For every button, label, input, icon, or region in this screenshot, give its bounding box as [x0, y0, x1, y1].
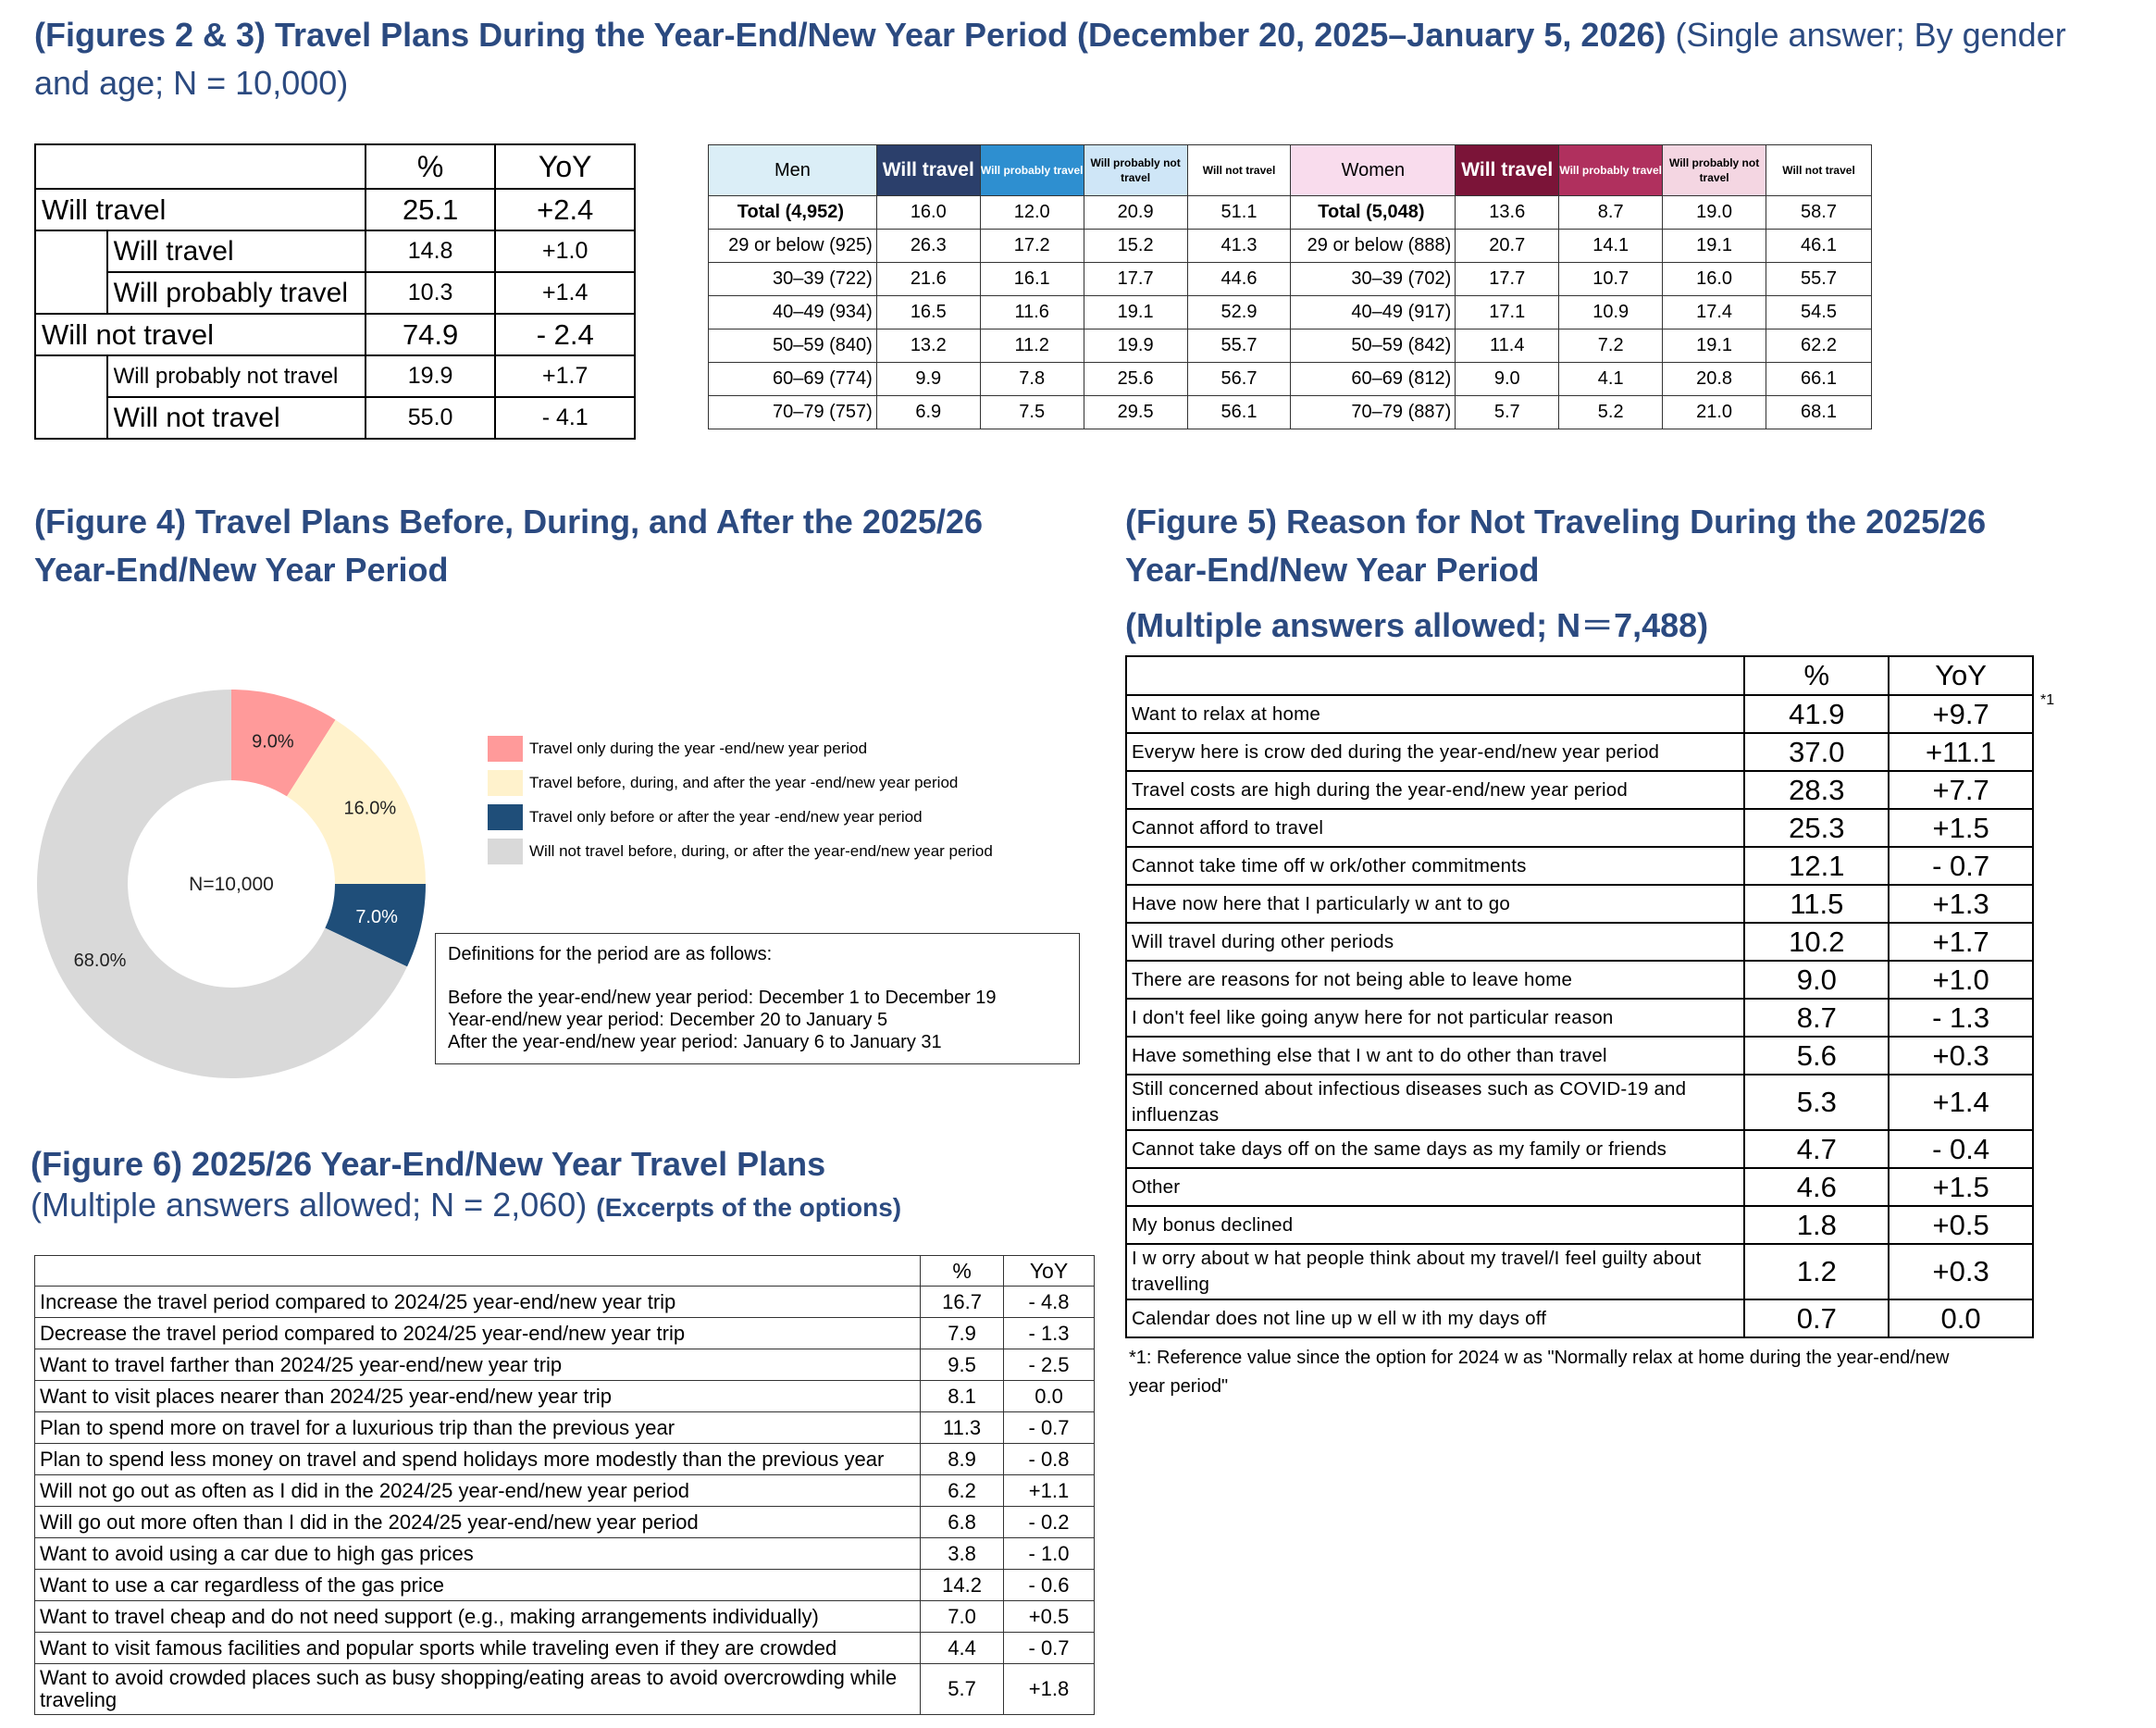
fig3-women-col-probably-travel: Will probably travel — [1559, 145, 1663, 196]
fig5-row-yoy: +1.3 — [1889, 885, 2033, 923]
fig2-row-yoy: +1.4 — [495, 272, 635, 314]
fig3-cell: 19.1 — [1663, 329, 1766, 363]
fig23-title-bold: (Figures 2 & 3) Travel Plans During the Year-End/New Year Period (December 20, 2025–January 5, 2026) — [34, 16, 1667, 54]
table-row — [35, 1538, 1095, 1570]
legend-swatch — [488, 804, 523, 830]
fig3-cell: 51.1 — [1187, 196, 1291, 230]
table-row — [35, 1507, 1095, 1538]
donut-center-label: N=10,000 — [189, 874, 274, 895]
fig6-row-label: Want to travel cheap and do not need support (e.g., making arrangements individually) — [35, 1601, 921, 1633]
fig3-cell: 13.6 — [1456, 196, 1559, 230]
fig3-cell: 9.9 — [876, 363, 980, 396]
fig3-women-row-label: 40–49 (917) — [1291, 296, 1456, 329]
fig5-row-yoy: 0.0 — [1889, 1299, 2033, 1337]
fig5-row-label: My bonus declined — [1126, 1206, 1744, 1244]
fig3-cell: 6.9 — [876, 396, 980, 429]
fig6-row-yoy: - 0.8 — [1004, 1444, 1095, 1475]
fig3-cell: 17.7 — [1084, 263, 1187, 296]
fig23-title — [34, 11, 2144, 107]
fig3-cell: 10.9 — [1559, 296, 1663, 329]
fig5-row-pct: 37.0 — [1744, 733, 1889, 771]
table-row — [35, 230, 635, 272]
table-row — [35, 1318, 1095, 1349]
fig3-men-row-label: 40–49 (934) — [709, 296, 877, 329]
fig6-title-normal: (Multiple answers allowed; N = 2,060) — [31, 1186, 588, 1224]
fig3-cell: 19.9 — [1084, 329, 1187, 363]
fig6-row-pct: 7.0 — [921, 1601, 1004, 1633]
fig5-row-yoy: - 0.4 — [1889, 1130, 2033, 1168]
fig5-footnote: *1: Reference value since the option for 2024 w as "Normally relax at home during the year-end/new year period" — [1129, 1348, 1950, 1397]
fig3-men-row-label: 70–79 (757) — [709, 396, 877, 429]
table-row — [709, 263, 1872, 296]
legend-label: Travel only before or after the year -end/new year period — [529, 808, 923, 826]
fig3-men-col-will-travel: Will travel — [876, 145, 980, 196]
fig2-row-pct: 10.3 — [366, 272, 496, 314]
fig3-women-row-label: 60–69 (812) — [1291, 363, 1456, 396]
table-row — [35, 355, 635, 397]
fig3-cell: 44.6 — [1187, 263, 1291, 296]
fig3-men-row-label: Total (4,952) — [709, 196, 877, 230]
fig6-row-pct: 14.2 — [921, 1570, 1004, 1601]
fig6-row-pct: 11.3 — [921, 1412, 1004, 1444]
fig3-men-header: Men — [709, 145, 877, 196]
fig5-row-yoy: +0.3 — [1889, 1037, 2033, 1075]
table-row — [1126, 695, 2033, 733]
fig5-row-pct: 4.7 — [1744, 1130, 1889, 1168]
fig3-cell: 66.1 — [1766, 363, 1872, 396]
fig6-row-label: Plan to spend less money on travel and spend holidays more modestly than the previous year — [35, 1444, 921, 1475]
fig5-row-label: Have now here that I particularly w ant to go — [1126, 885, 1744, 923]
fig3-cell: 5.7 — [1456, 396, 1559, 429]
fig6-row-label: Want to avoid crowded places such as busy shopping/eating areas to avoid overcrowding while traveling — [35, 1664, 921, 1715]
table-row — [1126, 1037, 2033, 1075]
fig6-row-pct: 8.1 — [921, 1381, 1004, 1412]
fig3-men-col-not-travel: Will not travel — [1187, 145, 1291, 196]
fig5-row-pct: 10.2 — [1744, 923, 1889, 961]
fig6-row-pct: 5.7 — [921, 1664, 1004, 1715]
fig3-men-row-label: 29 or below (925) — [709, 230, 877, 263]
fig3-cell: 17.7 — [1456, 263, 1559, 296]
fig3-cell: 16.5 — [876, 296, 980, 329]
table-row — [1126, 771, 2033, 809]
fig5-row-pct: 4.6 — [1744, 1168, 1889, 1206]
legend-swatch — [488, 736, 523, 762]
definition-line: After the year-end/new year period: January 6 to January 31 — [448, 1032, 942, 1052]
fig3-cell: 56.1 — [1187, 396, 1291, 429]
fig3-cell: 41.3 — [1187, 230, 1291, 263]
fig5-row-pct: 1.2 — [1744, 1244, 1889, 1299]
fig5-row-label: Have something else that I w ant to do other than travel — [1126, 1037, 1744, 1075]
fig6-row-label: Increase the travel period compared to 2024/25 year-end/new year trip — [35, 1287, 921, 1318]
table-row — [1126, 809, 2033, 847]
fig3-cell: 20.7 — [1456, 230, 1559, 263]
fig6-row-pct: 16.7 — [921, 1287, 1004, 1318]
fig3-cell: 15.2 — [1084, 230, 1187, 263]
fig5-row-pct: 9.0 — [1744, 961, 1889, 999]
fig6-row-pct: 3.8 — [921, 1538, 1004, 1570]
fig5-row-yoy: +0.5 — [1889, 1206, 2033, 1244]
fig6-row-label: Will not go out as often as I did in the 2024/25 year-end/new year period — [35, 1475, 921, 1507]
fig2-row-pct: 19.9 — [366, 355, 496, 397]
fig5-header-yoy: YoY — [1889, 656, 2033, 695]
fig3-women-col-probably-not-travel: Will probably not travel — [1663, 145, 1766, 196]
fig2-row-yoy: - 2.4 — [495, 314, 635, 355]
fig3-cell: 54.5 — [1766, 296, 1872, 329]
fig5-row-label: Cannot take time off w ork/other commitments — [1126, 847, 1744, 885]
fig6-row-label: Want to use a car regardless of the gas price — [35, 1570, 921, 1601]
fig5-header-pct: % — [1744, 656, 1889, 695]
table-row — [709, 396, 1872, 429]
table-row — [35, 314, 635, 355]
definition-line: Year-end/new year period: December 20 to January 5 — [448, 1010, 888, 1030]
fig3-women-col-not-travel: Will not travel — [1766, 145, 1872, 196]
fig5-row-label: I don't feel like going anyw here for not particular reason — [1126, 999, 1744, 1037]
fig2-row-yoy: - 4.1 — [495, 397, 635, 439]
fig3-men-row-label: 60–69 (774) — [709, 363, 877, 396]
fig2-header-yoy: YoY — [495, 144, 635, 189]
fig2-row-pct: 74.9 — [366, 314, 496, 355]
fig3-men-row-label: 50–59 (840) — [709, 329, 877, 363]
fig6-title-small: (Excerpts of the options) — [596, 1193, 902, 1222]
fig6-row-pct: 7.9 — [921, 1318, 1004, 1349]
table-row — [35, 1475, 1095, 1507]
fig3-cell: 8.7 — [1559, 196, 1663, 230]
fig2-row-label: Will probably travel — [107, 272, 366, 314]
fig5-row-yoy: +1.7 — [1889, 923, 2033, 961]
fig3-cell: 55.7 — [1766, 263, 1872, 296]
fig3-cell: 12.0 — [980, 196, 1084, 230]
fig5-row-pct: 12.1 — [1744, 847, 1889, 885]
fig5-row-label: Cannot take days off on the same days as my family or friends — [1126, 1130, 1744, 1168]
fig5-title-line3: (Multiple answers allowed; N＝7,488) — [1125, 606, 1709, 644]
fig5-row-label: There are reasons for not being able to leave home — [1126, 961, 1744, 999]
fig5-title-line1: (Figure 5) Reason for Not Traveling During the 2025/26 — [1125, 503, 1987, 541]
fig5-row-pct: 0.7 — [1744, 1299, 1889, 1337]
fig6-row-pct: 9.5 — [921, 1349, 1004, 1381]
slice-value-label: 16.0% — [343, 798, 397, 819]
fig4-donut-chart — [28, 680, 435, 1088]
fig3-women-col-will-travel: Will travel — [1456, 145, 1559, 196]
table-row — [35, 1570, 1095, 1601]
fig5-row-label: Calendar does not line up w ell w ith my days off — [1126, 1299, 1744, 1337]
fig6-row-label: Want to visit places nearer than 2024/25 year-end/new year trip — [35, 1381, 921, 1412]
table-row — [35, 397, 635, 439]
fig4-title-line1: (Figure 4) Travel Plans Before, During, and After the 2025/26 — [34, 503, 983, 541]
fig3-cell: 16.0 — [876, 196, 980, 230]
table-row — [709, 363, 1872, 396]
legend-swatch — [488, 839, 523, 864]
fig3-cell: 62.2 — [1766, 329, 1872, 363]
fig3-cell: 21.0 — [1663, 396, 1766, 429]
fig5-row-yoy: - 0.7 — [1889, 847, 2033, 885]
fig5-row-label: Want to relax at home — [1126, 695, 1744, 733]
fig5-table — [1125, 655, 2034, 1338]
fig6-row-label: Plan to spend more on travel for a luxurious trip than the previous year — [35, 1412, 921, 1444]
table-row — [35, 272, 635, 314]
fig3-cell: 11.4 — [1456, 329, 1559, 363]
fig6-table — [34, 1255, 1095, 1715]
fig5-row-yoy: +7.7 — [1889, 771, 2033, 809]
fig2-row-label: Will travel — [107, 230, 366, 272]
fig6-body — [35, 1287, 1095, 1715]
fig3-cell: 16.0 — [1663, 263, 1766, 296]
fig3-cell: 4.1 — [1559, 363, 1663, 396]
table-row — [1126, 1075, 2033, 1130]
fig6-row-pct: 6.8 — [921, 1507, 1004, 1538]
fig6-row-label: Want to visit famous facilities and popular sports while traveling even if they are crowded — [35, 1633, 921, 1664]
fig6-title-line1: (Figure 6) 2025/26 Year-End/New Year Travel Plans — [31, 1145, 826, 1183]
fig4-title — [34, 498, 1098, 594]
fig3-cell: 7.2 — [1559, 329, 1663, 363]
fig2-table — [34, 143, 636, 440]
definitions-heading: Definitions for the period are as follows: — [448, 944, 773, 964]
fig3-cell: 11.2 — [980, 329, 1084, 363]
fig3-men-col-probably-travel: Will probably travel — [980, 145, 1084, 196]
legend-label: Travel before, during, and after the year -end/new year period — [529, 774, 959, 791]
fig3-cell: 9.0 — [1456, 363, 1559, 396]
fig3-cell: 17.1 — [1456, 296, 1559, 329]
fig3-cell: 11.6 — [980, 296, 1084, 329]
fig3-cell: 7.8 — [980, 363, 1084, 396]
fig3-cell: 5.2 — [1559, 396, 1663, 429]
definition-line: Before the year-end/new year period: December 1 to December 19 — [448, 988, 997, 1008]
fig3-table — [708, 144, 1872, 429]
table-row — [35, 1664, 1095, 1715]
fig5-body — [1126, 695, 2033, 1337]
table-row — [1126, 733, 2033, 771]
table-row — [1126, 847, 2033, 885]
table-row — [1126, 885, 2033, 923]
fig3-cell: 25.6 — [1084, 363, 1187, 396]
fig3-cell: 7.5 — [980, 396, 1084, 429]
fig3-cell: 10.7 — [1559, 263, 1663, 296]
fig5-row-label: Cannot afford to travel — [1126, 809, 1744, 847]
fig2-row-pct: 55.0 — [366, 397, 496, 439]
fig6-row-yoy: - 0.6 — [1004, 1570, 1095, 1601]
fig6-row-yoy: 0.0 — [1004, 1381, 1095, 1412]
fig6-row-label: Want to travel farther than 2024/25 year-end/new year trip — [35, 1349, 921, 1381]
fig3-women-row-label: 50–59 (842) — [1291, 329, 1456, 363]
fig6-row-label: Will go out more often than I did in the 2024/25 year-end/new year period — [35, 1507, 921, 1538]
fig3-men-col-probably-not-travel: Will probably not travel — [1084, 145, 1187, 196]
table-row — [1126, 999, 2033, 1037]
fig6-row-pct: 8.9 — [921, 1444, 1004, 1475]
fig5-row-pct: 28.3 — [1744, 771, 1889, 809]
fig5-row-yoy: +9.7 — [1889, 695, 2033, 733]
fig5-row-pct: 1.8 — [1744, 1206, 1889, 1244]
fig6-row-yoy: +0.5 — [1004, 1601, 1095, 1633]
fig3-cell: 20.9 — [1084, 196, 1187, 230]
fig6-row-pct: 4.4 — [921, 1633, 1004, 1664]
slice-value-label: 9.0% — [252, 731, 294, 752]
fig5-row-yoy: +1.5 — [1889, 809, 2033, 847]
fig5-row-yoy: - 1.3 — [1889, 999, 2033, 1037]
table-row — [35, 1412, 1095, 1444]
fig5-row-pct: 5.3 — [1744, 1075, 1889, 1130]
fig2-row-pct: 25.1 — [366, 189, 496, 230]
fig5-row-label: Still concerned about infectious diseases such as COVID-19 and influenzas — [1126, 1075, 1744, 1130]
fig6-header-yoy: YoY — [1004, 1256, 1095, 1287]
legend-label: Travel only during the year -end/new year period — [529, 740, 868, 757]
fig2-row-label: Will probably not travel — [107, 355, 366, 397]
table-row — [1126, 923, 2033, 961]
fig5-row-pct: 8.7 — [1744, 999, 1889, 1037]
fig3-cell: 19.1 — [1663, 230, 1766, 263]
fig3-cell: 17.2 — [980, 230, 1084, 263]
fig3-women-header: Women — [1291, 145, 1456, 196]
fig2-row-label: Will not travel — [35, 314, 366, 355]
fig2-row-yoy: +1.7 — [495, 355, 635, 397]
fig5-row-yoy: +0.3 — [1889, 1244, 2033, 1299]
fig2-row-pct: 14.8 — [366, 230, 496, 272]
fig5-title — [1125, 498, 2143, 642]
table-row — [1126, 1168, 2033, 1206]
table-row — [1126, 1130, 2033, 1168]
fig3-men-row-label: 30–39 (722) — [709, 263, 877, 296]
fig2-header-pct: % — [366, 144, 496, 189]
fig5-row-label: Will travel during other periods — [1126, 923, 1744, 961]
table-row — [35, 189, 635, 230]
fig3-cell: 17.4 — [1663, 296, 1766, 329]
fig5-row-label: Everyw here is crow ded during the year-end/new year period — [1126, 733, 1744, 771]
fig4-title-line2: Year-End/New Year Period — [34, 551, 449, 589]
fig3-cell: 52.9 — [1187, 296, 1291, 329]
fig2-row-label: Will not travel — [107, 397, 366, 439]
fig3-cell: 55.7 — [1187, 329, 1291, 363]
slice-value-label: 68.0% — [73, 951, 127, 971]
fig6-row-yoy: - 4.8 — [1004, 1287, 1095, 1318]
fig3-cell: 20.8 — [1663, 363, 1766, 396]
fig6-header-pct: % — [921, 1256, 1004, 1287]
table-row — [709, 230, 1872, 263]
fig6-row-yoy: - 2.5 — [1004, 1349, 1095, 1381]
fig3-women-row-label: 29 or below (888) — [1291, 230, 1456, 263]
fig5-row-label: Other — [1126, 1168, 1744, 1206]
table-row — [1126, 1244, 2033, 1299]
fig6-row-yoy: - 1.0 — [1004, 1538, 1095, 1570]
fig3-women-row-label: 30–39 (702) — [1291, 263, 1456, 296]
fig6-row-yoy: +1.8 — [1004, 1664, 1095, 1715]
table-row — [1126, 1299, 2033, 1337]
legend-label: Will not travel before, during, or after the year-end/new year period — [529, 842, 993, 860]
fig5-row-pct: 11.5 — [1744, 885, 1889, 923]
fig3-cell: 58.7 — [1766, 196, 1872, 230]
fig3-cell: 21.6 — [876, 263, 980, 296]
table-row — [35, 1601, 1095, 1633]
fig3-cell: 19.0 — [1663, 196, 1766, 230]
table-row — [1126, 961, 2033, 999]
fig2-row-yoy: +2.4 — [495, 189, 635, 230]
table-row — [35, 1381, 1095, 1412]
fig5-row-pct: 41.9 — [1744, 695, 1889, 733]
fig3-cell: 46.1 — [1766, 230, 1872, 263]
fig2-row-yoy: +1.0 — [495, 230, 635, 272]
fig5-row-yoy: +1.4 — [1889, 1075, 2033, 1130]
table-row — [35, 1444, 1095, 1475]
table-row — [35, 1287, 1095, 1318]
fig6-row-yoy: +1.1 — [1004, 1475, 1095, 1507]
table-row — [709, 329, 1872, 363]
table-row — [1126, 1206, 2033, 1244]
fig6-row-yoy: - 0.7 — [1004, 1633, 1095, 1664]
fig3-cell: 16.1 — [980, 263, 1084, 296]
fig6-row-yoy: - 1.3 — [1004, 1318, 1095, 1349]
fig3-cell: 29.5 — [1084, 396, 1187, 429]
fig3-cell: 13.2 — [876, 329, 980, 363]
fig5-row-label: Travel costs are high during the year-end/new year period — [1126, 771, 1744, 809]
fig6-row-label: Want to avoid using a car due to high gas prices — [35, 1538, 921, 1570]
fig5-row-label: I w orry about w hat people think about my travel/I feel guilty about travelling — [1126, 1244, 1744, 1299]
fig3-cell: 14.1 — [1559, 230, 1663, 263]
fig5-footnote-mark: *1 — [2040, 692, 2055, 708]
table-row — [35, 1633, 1095, 1664]
fig6-row-pct: 6.2 — [921, 1475, 1004, 1507]
fig5-row-yoy: +1.5 — [1889, 1168, 2033, 1206]
fig3-cell: 26.3 — [876, 230, 980, 263]
fig6-title — [31, 1144, 1122, 1228]
fig6-row-yoy: - 0.2 — [1004, 1507, 1095, 1538]
table-row — [709, 196, 1872, 230]
fig23-title-normal: (Single answer; By gender — [1666, 16, 2066, 54]
fig3-women-row-label: Total (5,048) — [1291, 196, 1456, 230]
fig5-row-yoy: +1.0 — [1889, 961, 2033, 999]
table-row — [709, 296, 1872, 329]
slice-value-label: 7.0% — [355, 907, 398, 928]
fig5-title-line2: Year-End/New Year Period — [1125, 551, 1540, 589]
fig6-row-label: Decrease the travel period compared to 2024/25 year-end/new year trip — [35, 1318, 921, 1349]
fig3-cell: 56.7 — [1187, 363, 1291, 396]
fig3-cell: 19.1 — [1084, 296, 1187, 329]
fig2-row-label: Will travel — [35, 189, 366, 230]
fig6-row-yoy: - 0.7 — [1004, 1412, 1095, 1444]
legend-swatch — [488, 770, 523, 796]
fig23-title-line2: and age; N = 10,000) — [34, 64, 349, 102]
fig3-cell: 68.1 — [1766, 396, 1872, 429]
fig5-row-pct: 5.6 — [1744, 1037, 1889, 1075]
definitions-box — [435, 933, 1080, 1064]
fig5-row-yoy: +11.1 — [1889, 733, 2033, 771]
fig5-row-pct: 25.3 — [1744, 809, 1889, 847]
table-row — [35, 1349, 1095, 1381]
fig3-body — [709, 196, 1872, 429]
fig3-women-row-label: 70–79 (887) — [1291, 396, 1456, 429]
